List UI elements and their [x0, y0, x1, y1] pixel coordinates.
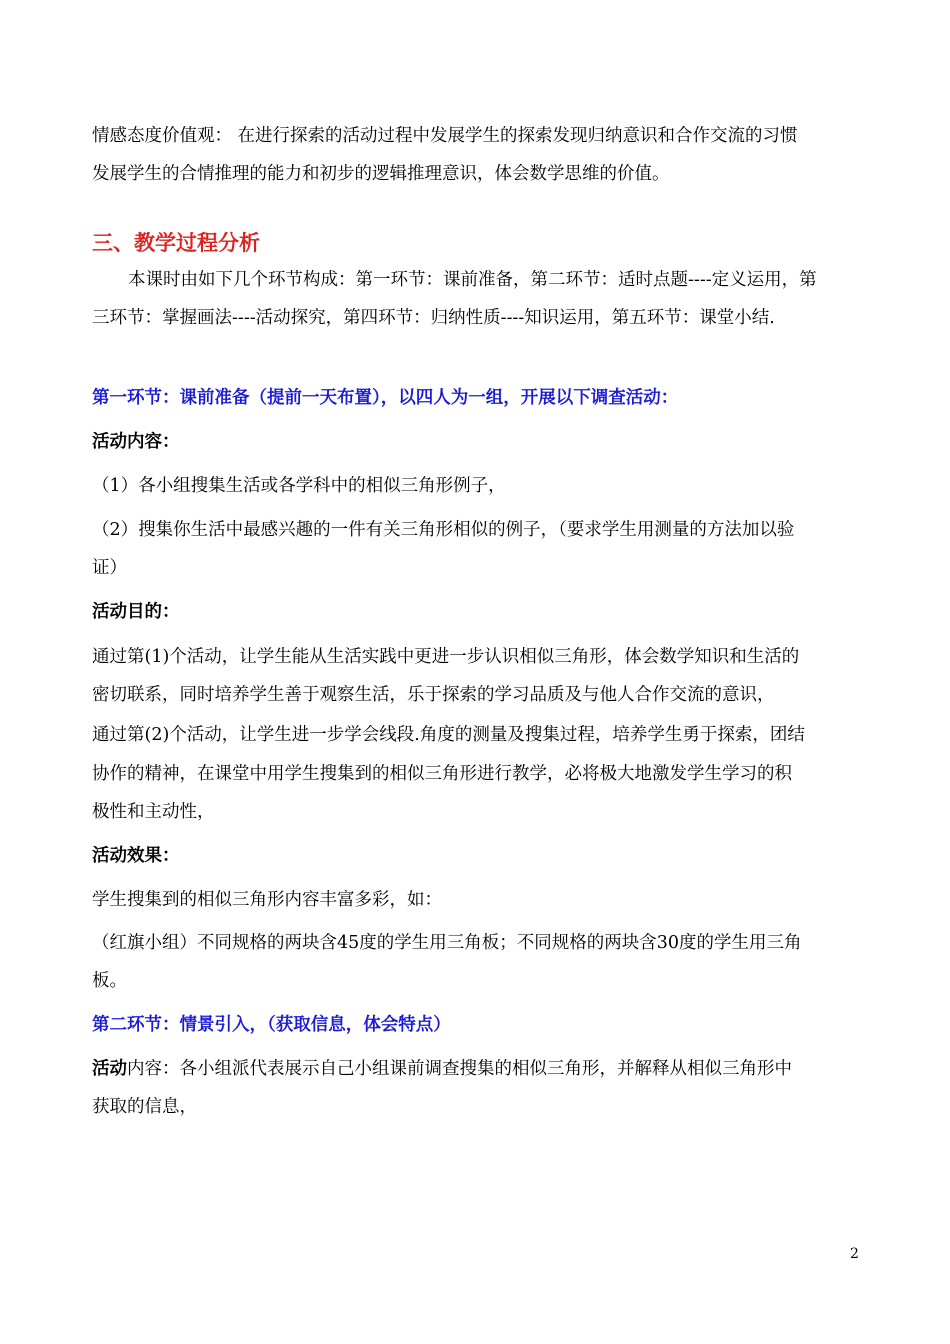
purpose-p2-line-3: 极性和主动性，	[92, 802, 215, 822]
stage1-item-2-line-2: 证）	[92, 558, 127, 578]
stage1-title: 第一环节：课前准备（提前一天布置），以四人为一组，开展以下调查活动：	[92, 388, 679, 408]
section-intro-line-2: 三环节：掌握画法----活动探究，第四环节：归纳性质----知识运用，第五环节：课堂小结.	[92, 308, 775, 328]
purpose-p2-line-2: 协作的精神，在课堂中用学生搜集到的相似三角形进行教学，必将极大地激发学生学习的积	[92, 764, 792, 784]
stage2-content-line-2: 获取的信息，	[92, 1097, 197, 1117]
stage1-purpose-label: 活动目的：	[92, 602, 180, 622]
effect-line-3: 板。	[92, 971, 127, 991]
purpose-p1-line-1: 通过第(1)个活动，让学生能从生活实践中更进一步认识相似三角形，体会数学知识和生活的	[92, 647, 800, 667]
stage1-content-label: 活动内容：	[92, 432, 180, 452]
purpose-p2-line-1: 通过第(2)个活动，让学生进一步学会线段.角度的测量及搜集过程，培养学生勇于探索，团结	[92, 725, 805, 745]
section-heading: 三、教学过程分析	[92, 231, 260, 255]
stage2-content-line-1	[92, 1057, 792, 1081]
page-number: 2	[850, 1246, 859, 1262]
stage1-item-1: （1）各小组搜集生活或各学科中的相似三角形例子，	[92, 476, 506, 496]
effect-line-2: （红旗小组）不同规格的两块含45度的学生用三角板；不同规格的两块含30度的学生用三角	[92, 933, 802, 953]
values-line-1: 情感态度价值观： 在进行探索的活动过程中发展学生的探索发现归纳意识和合作交流的习惯	[92, 126, 798, 146]
section-intro-line-1: 本课时由如下几个环节构成：第一环节：课前准备，第二环节：适时点题----定义运用，第	[128, 270, 817, 290]
values-line-2: 发展学生的合情推理的能力和初步的逻辑推理意识，体会数学思维的价值。	[92, 164, 670, 184]
effect-line-1: 学生搜集到的相似三角形内容丰富多彩，如：	[92, 890, 442, 910]
stage1-item-2-line-1: （2）搜集你生活中最感兴趣的一件有关三角形相似的例子，（要求学生用测量的方法加以验	[92, 520, 795, 540]
purpose-p1-line-2: 密切联系，同时培养学生善于观察生活，乐于探索的学习品质及与他人合作交流的意识，	[92, 685, 775, 705]
stage2-title: 第二环节：情景引入，（获取信息，体会特点）	[92, 1015, 451, 1035]
stage2-content-label: 活动	[92, 1059, 127, 1079]
stage1-effect-label: 活动效果：	[92, 846, 180, 866]
stage2-content-text: 内容：各小组派代表展示自己小组课前调查搜集的相似三角形，并解释从相似三角形中	[127, 1059, 792, 1079]
